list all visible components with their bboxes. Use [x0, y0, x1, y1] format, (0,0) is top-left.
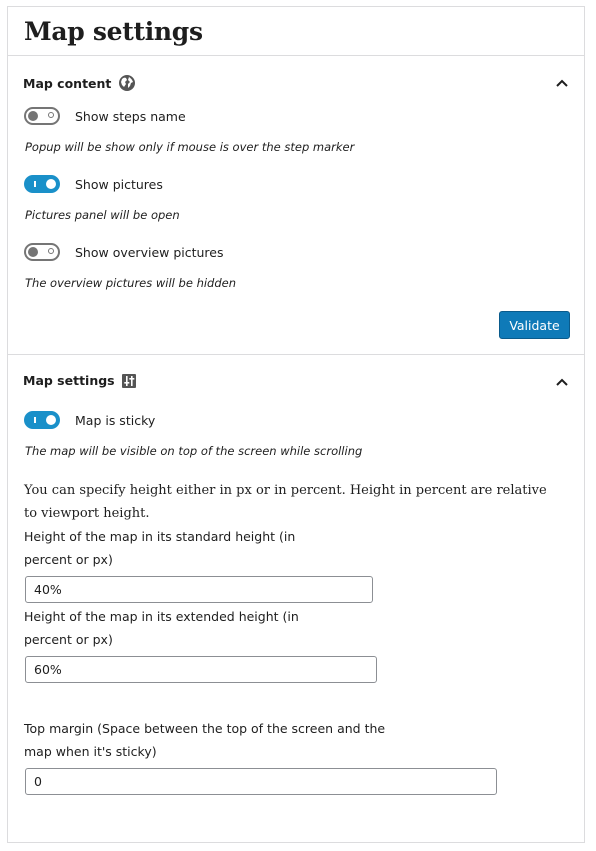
- label-line: Height of the map in its standard height (in: [24, 529, 296, 544]
- extended-height-label: [24, 605, 299, 651]
- standard-height-input[interactable]: [25, 576, 373, 603]
- help-text: The map will be visible on top of the screen while scrolling: [25, 444, 363, 458]
- toggle-row-pictures: [24, 175, 163, 193]
- globe-icon: [118, 74, 136, 92]
- show-pictures-toggle[interactable]: [24, 175, 60, 193]
- show-overview-pictures-toggle[interactable]: [24, 243, 60, 261]
- map-settings-header[interactable]: [23, 373, 136, 388]
- toggle-label: Map is sticky: [75, 412, 156, 428]
- chevron-up-icon[interactable]: [554, 75, 570, 91]
- toggle-label: Show overview pictures: [75, 244, 224, 260]
- toggle-row-overview-pictures: [24, 243, 224, 261]
- settings-sliders-icon: [122, 374, 136, 388]
- map-is-sticky-toggle[interactable]: [24, 411, 60, 429]
- label-line: Top margin (Space between the top of the screen and the: [24, 721, 386, 736]
- help-text: The overview pictures will be hidden: [25, 276, 237, 290]
- chevron-up-icon[interactable]: [554, 374, 570, 390]
- title-divider: [8, 55, 584, 56]
- toggle-label: Show steps name: [75, 108, 186, 124]
- show-steps-name-toggle[interactable]: [24, 107, 60, 125]
- label-line: percent or px): [24, 552, 113, 567]
- label-line: Height of the map in its extended height (in: [24, 609, 299, 624]
- top-margin-input[interactable]: [25, 768, 497, 795]
- map-settings-heading: Map settings: [23, 373, 115, 388]
- label-line: map when it's sticky): [24, 744, 157, 759]
- toggle-label: Show pictures: [75, 176, 163, 192]
- toggle-row-steps-name: [24, 107, 186, 125]
- validate-button[interactable]: Validate: [499, 311, 570, 339]
- top-margin-label: [24, 717, 385, 763]
- extended-height-input[interactable]: [25, 656, 377, 683]
- height-intro-text: You can specify height either in px or in percent. Height in percent are relative to viewport height.: [24, 483, 547, 521]
- map-content-heading: Map content: [23, 75, 112, 91]
- settings-panel: [7, 6, 585, 843]
- help-text: Pictures panel will be open: [25, 208, 180, 222]
- standard-height-label: [24, 525, 295, 571]
- map-content-header[interactable]: [23, 74, 136, 92]
- help-text: Popup will be show only if mouse is over the step marker: [25, 140, 355, 154]
- page-title: Map settings: [24, 17, 203, 46]
- section-divider: [8, 354, 584, 355]
- toggle-row-sticky: [24, 411, 155, 429]
- label-line: percent or px): [24, 632, 113, 647]
